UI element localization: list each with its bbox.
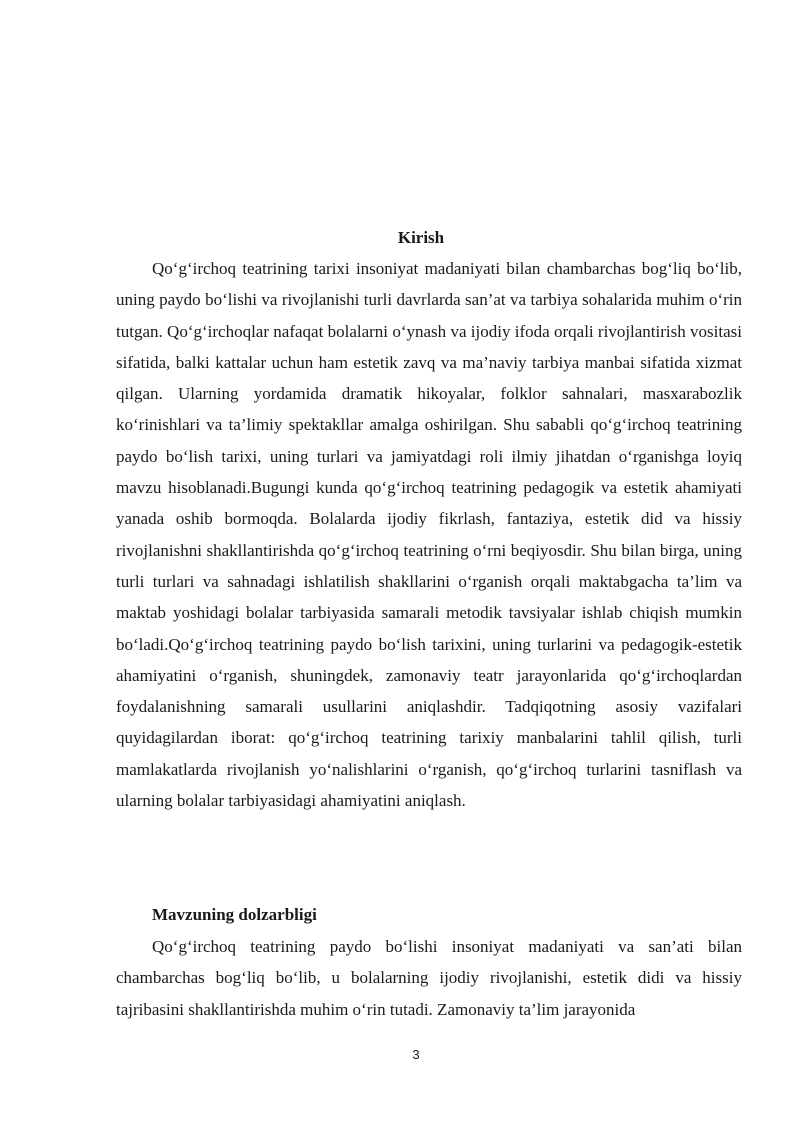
relevance-paragraph: Qo‘g‘irchoq teatrining paydo bo‘lishi insoniyat madaniyati va san’ati bilan chambarchas bog‘liq bo‘lib, u bolalarning ijodiy rivojlanishi, estetik didi va hissiy tajribasini shakllantirishda muhim o‘rin tutadi. Zamonaviy ta’lim jarayonida — [116, 937, 742, 1019]
subsection-heading: Mavzuning dolzarbligi — [152, 905, 317, 924]
section-heading: Kirish — [397, 228, 445, 247]
page-number: 3 — [412, 1047, 420, 1062]
intro-paragraph: Qo‘g‘irchoq teatrining tarixi insoniyat madaniyati bilan chambarchas bog‘liq bo‘lib, uning paydo bo‘lishi va rivojlanishi turli davrlarda san’at va tarbiya sohalarida muhim o‘rin tutgan. Qo‘g‘irchoqlar nafaqat bolalarni o‘ynash va ijodiy ifoda orqali rivojlantirish vositasi sifatida, balki kattalar uchun ham estetik zavq va ma’naviy tarbiya manbai sifatida xizmat qilgan. Ularning yordamida dramatik hikoyalar, folklor sahnalari, masxarabozlik ko‘rinishlari va ta’limiy spektakllar amalga oshirilgan. Shu sababli qo‘g‘irchoq teatrining paydo bo‘lish tarixi, uning turlari va jamiyatdagi roli ilmiy jihatdan o‘rganishga loyiq mavzu hisoblanadi.Bugungi kunda qo‘g‘irchoq teatrining pedagogik va estetik ahamiyati yanada oshib bormoqda. Bolalarda ijodiy fikrlash, fantaziya, estetik did va hissiy rivojlanishni shakllantirishda qo‘g‘irchoq teatrining o‘rni beqiyosdir. Shu bilan birga, uning turli turlari va sahnadagi ishlatilish shakllarini o‘rganish orqali maktabgacha ta’lim va maktab yoshidagi bolalar tarbiyasida samarali metodik tavsiyalar ishlab chiqish mumkin bo‘ladi.Qo‘g‘irchoq teatrining paydo bo‘lish tarixini, uning turlarini va pedagogik-estetik ahamiyatini o‘rganish, shuningdek, zamonaviy teatr jarayonlarida qo‘g‘irchoqlardan foydalanishning samarali usullarini aniqlashdir. Tadqiqotning asosiy vazifalari quyidagilardan iborat: qo‘g‘irchoq teatrining tarixiy manbalarini tahlil qilish, turli mamlakatlarda rivojlanish yo‘nalishlarini o‘rganish, qo‘g‘irchoq turlarini tasniflash va ularning bolalar tarbiyasidagi ahamiyatini aniqlash. — [116, 259, 742, 811]
